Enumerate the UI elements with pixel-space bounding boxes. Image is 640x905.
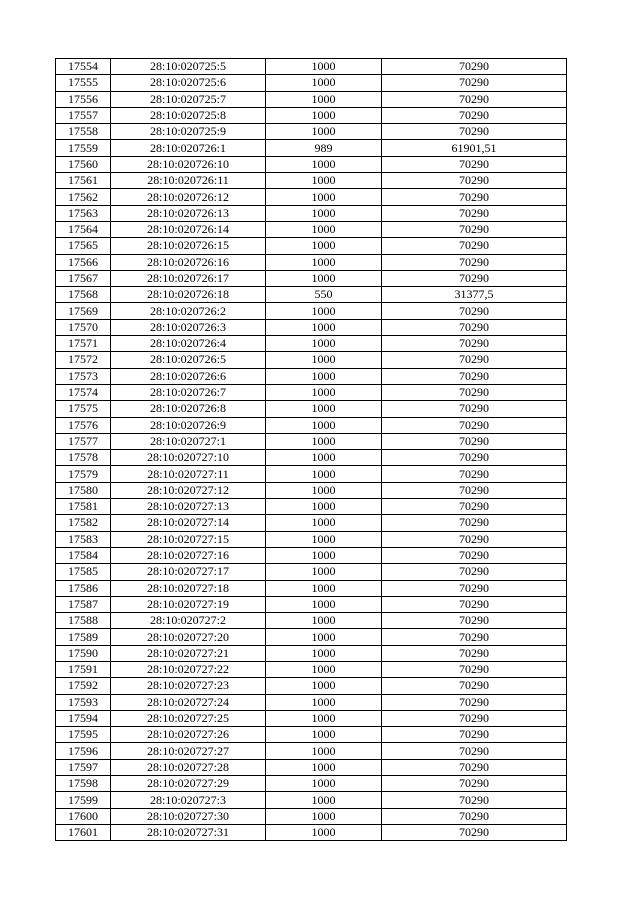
table-row <box>56 661 567 677</box>
cadastral-number-cell: 28:10:020727:19 <box>111 596 266 612</box>
row-number-cell: 17578 <box>56 450 111 466</box>
row-number-cell: 17590 <box>56 645 111 661</box>
value-cell: 31377,5 <box>382 287 567 303</box>
value-cell: 70290 <box>382 466 567 482</box>
cadastral-number-cell: 28:10:020725:9 <box>111 124 266 140</box>
row-number-cell: 17572 <box>56 352 111 368</box>
row-number-cell: 17592 <box>56 678 111 694</box>
row-number-cell: 17576 <box>56 417 111 433</box>
value-cell: 70290 <box>382 433 567 449</box>
row-number-cell: 17580 <box>56 482 111 498</box>
cadastral-number-cell: 28:10:020726:2 <box>111 303 266 319</box>
table-row <box>56 694 567 710</box>
row-number-cell: 17598 <box>56 776 111 792</box>
cadastral-number-cell: 28:10:020726:4 <box>111 336 266 352</box>
row-number-cell: 17562 <box>56 189 111 205</box>
table-row <box>56 254 567 270</box>
cadastral-number-cell: 28:10:020727:1 <box>111 433 266 449</box>
value-cell: 70290 <box>382 107 567 123</box>
value-cell: 70290 <box>382 238 567 254</box>
table-row <box>56 140 567 156</box>
row-number-cell: 17566 <box>56 254 111 270</box>
value-cell: 70290 <box>382 694 567 710</box>
cadastral-number-cell: 28:10:020727:25 <box>111 710 266 726</box>
row-number-cell: 17557 <box>56 107 111 123</box>
area-cell: 1000 <box>266 59 382 75</box>
value-cell: 70290 <box>382 254 567 270</box>
table-row <box>56 515 567 531</box>
area-cell: 1000 <box>266 515 382 531</box>
table-row <box>56 189 567 205</box>
table-row <box>56 238 567 254</box>
row-number-cell: 17601 <box>56 824 111 840</box>
row-number-cell: 17567 <box>56 270 111 286</box>
area-cell: 1000 <box>266 466 382 482</box>
value-cell: 70290 <box>382 499 567 515</box>
cadastral-number-cell: 28:10:020727:3 <box>111 792 266 808</box>
area-cell: 1000 <box>266 727 382 743</box>
table-row <box>56 401 567 417</box>
row-number-cell: 17554 <box>56 59 111 75</box>
table-row <box>56 629 567 645</box>
cadastral-number-cell: 28:10:020727:27 <box>111 743 266 759</box>
row-number-cell: 17595 <box>56 727 111 743</box>
cadastral-number-cell: 28:10:020726:18 <box>111 287 266 303</box>
area-cell: 1000 <box>266 107 382 123</box>
row-number-cell: 17564 <box>56 221 111 237</box>
cadastral-number-cell: 28:10:020727:29 <box>111 776 266 792</box>
table-row <box>56 384 567 400</box>
area-cell: 550 <box>266 287 382 303</box>
table-row <box>56 499 567 515</box>
area-cell: 1000 <box>266 678 382 694</box>
value-cell: 70290 <box>382 450 567 466</box>
table-row <box>56 221 567 237</box>
area-cell: 1000 <box>266 91 382 107</box>
cadastral-number-cell: 28:10:020726:9 <box>111 417 266 433</box>
value-cell: 70290 <box>382 564 567 580</box>
value-cell: 70290 <box>382 173 567 189</box>
row-number-cell: 17599 <box>56 792 111 808</box>
cadastral-number-cell: 28:10:020727:26 <box>111 727 266 743</box>
area-cell: 1000 <box>266 303 382 319</box>
table-row <box>56 319 567 335</box>
area-cell: 1000 <box>266 384 382 400</box>
table-row <box>56 531 567 547</box>
table-row <box>56 352 567 368</box>
row-number-cell: 17558 <box>56 124 111 140</box>
area-cell: 1000 <box>266 499 382 515</box>
area-cell: 1000 <box>266 580 382 596</box>
table-row <box>56 808 567 824</box>
cadastral-number-cell: 28:10:020727:17 <box>111 564 266 580</box>
row-number-cell: 17574 <box>56 384 111 400</box>
value-cell: 70290 <box>382 124 567 140</box>
row-number-cell: 17581 <box>56 499 111 515</box>
row-number-cell: 17561 <box>56 173 111 189</box>
table-row <box>56 450 567 466</box>
table-row <box>56 645 567 661</box>
area-cell: 1000 <box>266 319 382 335</box>
cadastral-number-cell: 28:10:020727:30 <box>111 808 266 824</box>
cadastral-number-cell: 28:10:020727:31 <box>111 824 266 840</box>
area-cell: 1000 <box>266 205 382 221</box>
table-row <box>56 156 567 172</box>
cadastral-number-cell: 28:10:020727:20 <box>111 629 266 645</box>
table-row <box>56 613 567 629</box>
table-row <box>56 173 567 189</box>
row-number-cell: 17587 <box>56 596 111 612</box>
table-row <box>56 433 567 449</box>
cadastral-number-cell: 28:10:020727:13 <box>111 499 266 515</box>
table-row <box>56 91 567 107</box>
table-row <box>56 287 567 303</box>
area-cell: 1000 <box>266 124 382 140</box>
value-cell: 70290 <box>382 303 567 319</box>
area-cell: 1000 <box>266 694 382 710</box>
cadastral-number-cell: 28:10:020725:5 <box>111 59 266 75</box>
value-cell: 61901,51 <box>382 140 567 156</box>
area-cell: 1000 <box>266 531 382 547</box>
cadastral-number-cell: 28:10:020727:16 <box>111 547 266 563</box>
value-cell: 70290 <box>382 156 567 172</box>
cadastral-number-cell: 28:10:020726:14 <box>111 221 266 237</box>
cadastral-number-cell: 28:10:020727:24 <box>111 694 266 710</box>
cadastral-number-cell: 28:10:020727:11 <box>111 466 266 482</box>
cadastral-number-cell: 28:10:020727:28 <box>111 759 266 775</box>
table-row <box>56 124 567 140</box>
row-number-cell: 17570 <box>56 319 111 335</box>
value-cell: 70290 <box>382 531 567 547</box>
cadastral-number-cell: 28:10:020726:6 <box>111 368 266 384</box>
cadastral-number-cell: 28:10:020727:2 <box>111 613 266 629</box>
area-cell: 1000 <box>266 156 382 172</box>
value-cell: 70290 <box>382 91 567 107</box>
table-row <box>56 792 567 808</box>
value-cell: 70290 <box>382 205 567 221</box>
cadastral-number-cell: 28:10:020726:15 <box>111 238 266 254</box>
value-cell: 70290 <box>382 75 567 91</box>
table-row <box>56 368 567 384</box>
cadastral-number-cell: 28:10:020727:15 <box>111 531 266 547</box>
area-cell: 1000 <box>266 596 382 612</box>
row-number-cell: 17593 <box>56 694 111 710</box>
table-row <box>56 678 567 694</box>
table-row <box>56 564 567 580</box>
area-cell: 1000 <box>266 417 382 433</box>
value-cell: 70290 <box>382 596 567 612</box>
row-number-cell: 17559 <box>56 140 111 156</box>
value-cell: 70290 <box>382 59 567 75</box>
row-number-cell: 17579 <box>56 466 111 482</box>
value-cell: 70290 <box>382 613 567 629</box>
table-row <box>56 580 567 596</box>
table-row <box>56 59 567 75</box>
value-cell: 70290 <box>382 189 567 205</box>
area-cell: 1000 <box>266 613 382 629</box>
value-cell: 70290 <box>382 580 567 596</box>
area-cell: 1000 <box>266 270 382 286</box>
cadastral-number-cell: 28:10:020726:8 <box>111 401 266 417</box>
cadastral-number-cell: 28:10:020726:11 <box>111 173 266 189</box>
row-number-cell: 17555 <box>56 75 111 91</box>
row-number-cell: 17586 <box>56 580 111 596</box>
area-cell: 1000 <box>266 564 382 580</box>
row-number-cell: 17600 <box>56 808 111 824</box>
row-number-cell: 17560 <box>56 156 111 172</box>
table-row <box>56 710 567 726</box>
area-cell: 1000 <box>266 776 382 792</box>
value-cell: 70290 <box>382 221 567 237</box>
table-row <box>56 303 567 319</box>
cadastral-number-cell: 28:10:020726:7 <box>111 384 266 400</box>
cadastral-number-cell: 28:10:020727:18 <box>111 580 266 596</box>
area-cell: 1000 <box>266 189 382 205</box>
cadastral-number-cell: 28:10:020725:6 <box>111 75 266 91</box>
value-cell: 70290 <box>382 792 567 808</box>
area-cell: 1000 <box>266 352 382 368</box>
table-row <box>56 776 567 792</box>
row-number-cell: 17582 <box>56 515 111 531</box>
table-row <box>56 759 567 775</box>
cadastral-table <box>55 58 567 841</box>
area-cell: 1000 <box>266 645 382 661</box>
area-cell: 1000 <box>266 238 382 254</box>
cadastral-number-cell: 28:10:020727:21 <box>111 645 266 661</box>
row-number-cell: 17568 <box>56 287 111 303</box>
area-cell: 1000 <box>266 743 382 759</box>
area-cell: 1000 <box>266 401 382 417</box>
area-cell: 1000 <box>266 710 382 726</box>
value-cell: 70290 <box>382 417 567 433</box>
row-number-cell: 17577 <box>56 433 111 449</box>
row-number-cell: 17594 <box>56 710 111 726</box>
cadastral-number-cell: 28:10:020727:12 <box>111 482 266 498</box>
area-cell: 1000 <box>266 629 382 645</box>
table-row <box>56 336 567 352</box>
area-cell: 1000 <box>266 450 382 466</box>
cadastral-number-cell: 28:10:020727:10 <box>111 450 266 466</box>
cadastral-number-cell: 28:10:020726:5 <box>111 352 266 368</box>
value-cell: 70290 <box>382 824 567 840</box>
value-cell: 70290 <box>382 352 567 368</box>
row-number-cell: 17583 <box>56 531 111 547</box>
table-row <box>56 75 567 91</box>
value-cell: 70290 <box>382 629 567 645</box>
value-cell: 70290 <box>382 368 567 384</box>
area-cell: 1000 <box>266 173 382 189</box>
cadastral-number-cell: 28:10:020726:13 <box>111 205 266 221</box>
value-cell: 70290 <box>382 547 567 563</box>
value-cell: 70290 <box>382 743 567 759</box>
row-number-cell: 17565 <box>56 238 111 254</box>
area-cell: 1000 <box>266 808 382 824</box>
table-row <box>56 205 567 221</box>
row-number-cell: 17556 <box>56 91 111 107</box>
table-row <box>56 727 567 743</box>
row-number-cell: 17571 <box>56 336 111 352</box>
value-cell: 70290 <box>382 319 567 335</box>
table-body <box>56 59 567 841</box>
cadastral-number-cell: 28:10:020726:12 <box>111 189 266 205</box>
cadastral-number-cell: 28:10:020727:23 <box>111 678 266 694</box>
value-cell: 70290 <box>382 710 567 726</box>
value-cell: 70290 <box>382 401 567 417</box>
value-cell: 70290 <box>382 645 567 661</box>
value-cell: 70290 <box>382 727 567 743</box>
area-cell: 1000 <box>266 547 382 563</box>
cadastral-number-cell: 28:10:020726:1 <box>111 140 266 156</box>
table-row <box>56 417 567 433</box>
area-cell: 1000 <box>266 482 382 498</box>
table-row <box>56 596 567 612</box>
table-row <box>56 482 567 498</box>
row-number-cell: 17588 <box>56 613 111 629</box>
value-cell: 70290 <box>382 482 567 498</box>
row-number-cell: 17589 <box>56 629 111 645</box>
area-cell: 1000 <box>266 336 382 352</box>
table-row <box>56 547 567 563</box>
row-number-cell: 17563 <box>56 205 111 221</box>
value-cell: 70290 <box>382 808 567 824</box>
cadastral-number-cell: 28:10:020726:3 <box>111 319 266 335</box>
row-number-cell: 17575 <box>56 401 111 417</box>
value-cell: 70290 <box>382 336 567 352</box>
cadastral-number-cell: 28:10:020726:17 <box>111 270 266 286</box>
cadastral-number-cell: 28:10:020726:10 <box>111 156 266 172</box>
value-cell: 70290 <box>382 384 567 400</box>
area-cell: 1000 <box>266 221 382 237</box>
row-number-cell: 17569 <box>56 303 111 319</box>
row-number-cell: 17573 <box>56 368 111 384</box>
cadastral-number-cell: 28:10:020726:16 <box>111 254 266 270</box>
area-cell: 1000 <box>266 433 382 449</box>
area-cell: 1000 <box>266 661 382 677</box>
area-cell: 989 <box>266 140 382 156</box>
area-cell: 1000 <box>266 254 382 270</box>
table-row <box>56 824 567 840</box>
value-cell: 70290 <box>382 270 567 286</box>
value-cell: 70290 <box>382 661 567 677</box>
row-number-cell: 17591 <box>56 661 111 677</box>
row-number-cell: 17597 <box>56 759 111 775</box>
value-cell: 70290 <box>382 759 567 775</box>
area-cell: 1000 <box>266 759 382 775</box>
table-row <box>56 466 567 482</box>
row-number-cell: 17585 <box>56 564 111 580</box>
area-cell: 1000 <box>266 824 382 840</box>
cadastral-number-cell: 28:10:020727:22 <box>111 661 266 677</box>
area-cell: 1000 <box>266 368 382 384</box>
value-cell: 70290 <box>382 678 567 694</box>
row-number-cell: 17596 <box>56 743 111 759</box>
table-row <box>56 270 567 286</box>
value-cell: 70290 <box>382 515 567 531</box>
cadastral-number-cell: 28:10:020727:14 <box>111 515 266 531</box>
area-cell: 1000 <box>266 75 382 91</box>
area-cell: 1000 <box>266 792 382 808</box>
cadastral-number-cell: 28:10:020725:8 <box>111 107 266 123</box>
table-row <box>56 107 567 123</box>
row-number-cell: 17584 <box>56 547 111 563</box>
cadastral-number-cell: 28:10:020725:7 <box>111 91 266 107</box>
value-cell: 70290 <box>382 776 567 792</box>
table-row <box>56 743 567 759</box>
